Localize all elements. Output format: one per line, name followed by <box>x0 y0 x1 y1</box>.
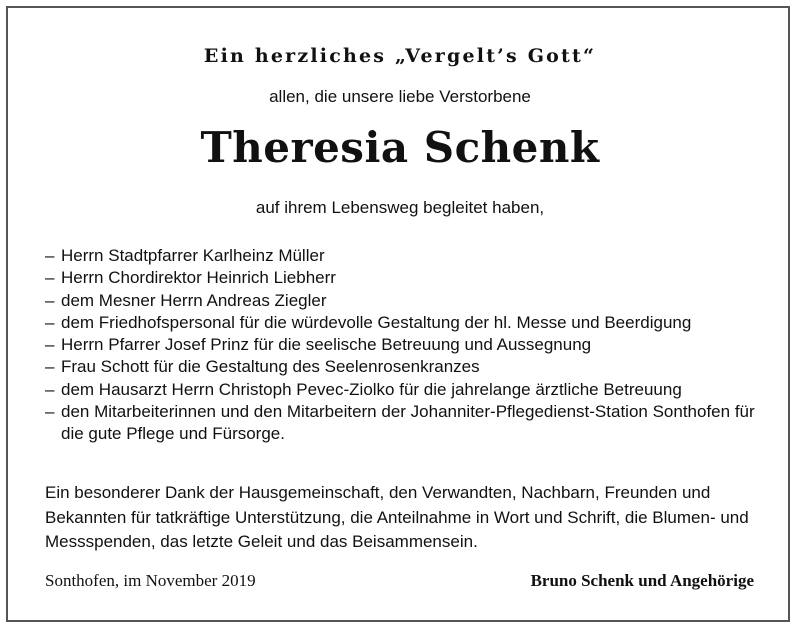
dash-mark: – <box>45 268 55 288</box>
thanks-item-text: Herrn Pfarrer Josef Prinz für die seelische Betreuung und Aussegnung <box>61 335 592 355</box>
thanks-item-text: Herrn Chordirektor Heinrich Liebherr <box>61 268 336 288</box>
thanks-list <box>45 245 775 446</box>
thanks-item <box>45 401 775 446</box>
thanks-item <box>45 312 775 334</box>
thanks-item-text: dem Friedhofspersonal für die würdevolle Gestaltung der hl. Messe und Beerdigung <box>61 312 692 332</box>
dash-mark: – <box>45 335 55 355</box>
thanks-item <box>45 245 775 267</box>
thanks-item-text: Frau Schott für die Gestaltung des Seelenrosenkranzes <box>61 357 480 377</box>
dash-mark: – <box>45 312 55 332</box>
thanks-item <box>45 334 775 356</box>
dash-mark: – <box>45 290 55 310</box>
signature: Bruno Schenk und Angehörige <box>530 571 754 590</box>
thanks-item-text: dem Mesner Herrn Andreas Ziegler <box>61 290 327 310</box>
dash-mark: – <box>45 402 55 422</box>
thanks-item <box>45 290 775 312</box>
thanks-item <box>45 356 775 378</box>
thanks-item <box>45 267 775 289</box>
thanks-item <box>45 379 775 401</box>
place-date: Sonthofen, im November 2019 <box>45 571 256 590</box>
thanks-item-text: Herrn Stadtpfarrer Karlheinz Müller <box>61 246 325 265</box>
dash-mark: – <box>45 357 55 377</box>
sub-line: auf ihrem Lebensweg begleitet haben, <box>255 198 545 217</box>
thanks-item-text: dem Hausarzt Herrn Christoph Pevec-Ziolko für die jahrelange ärztliche Betreuung <box>61 379 682 399</box>
dash-mark: – <box>45 246 55 265</box>
dash-mark: – <box>45 379 55 399</box>
notice-headline: Ein herzliches „Vergelt’s Gott“ <box>203 45 597 67</box>
deceased-name: Theresia Schenk <box>200 123 600 172</box>
closing-paragraph: Ein besonderer Dank der Hausgemeinschaft, den Verwandten, Nachbarn, Freunden und Bekannten für tatkräftige Unterstützung, die Anteilnahme in Wort und Schrift, die Blumen- und Messspenden, das letzte Geleit und das Beisammensein. <box>45 483 749 551</box>
intro-line: allen, die unsere liebe Verstorbene <box>269 87 531 106</box>
thanks-item-text: den Mitarbeiterinnen und den Mitarbeitern der Johanniter-Pflegedienst-Station Sonthofen für die gute Pflege und Fürsorge. <box>61 402 755 444</box>
